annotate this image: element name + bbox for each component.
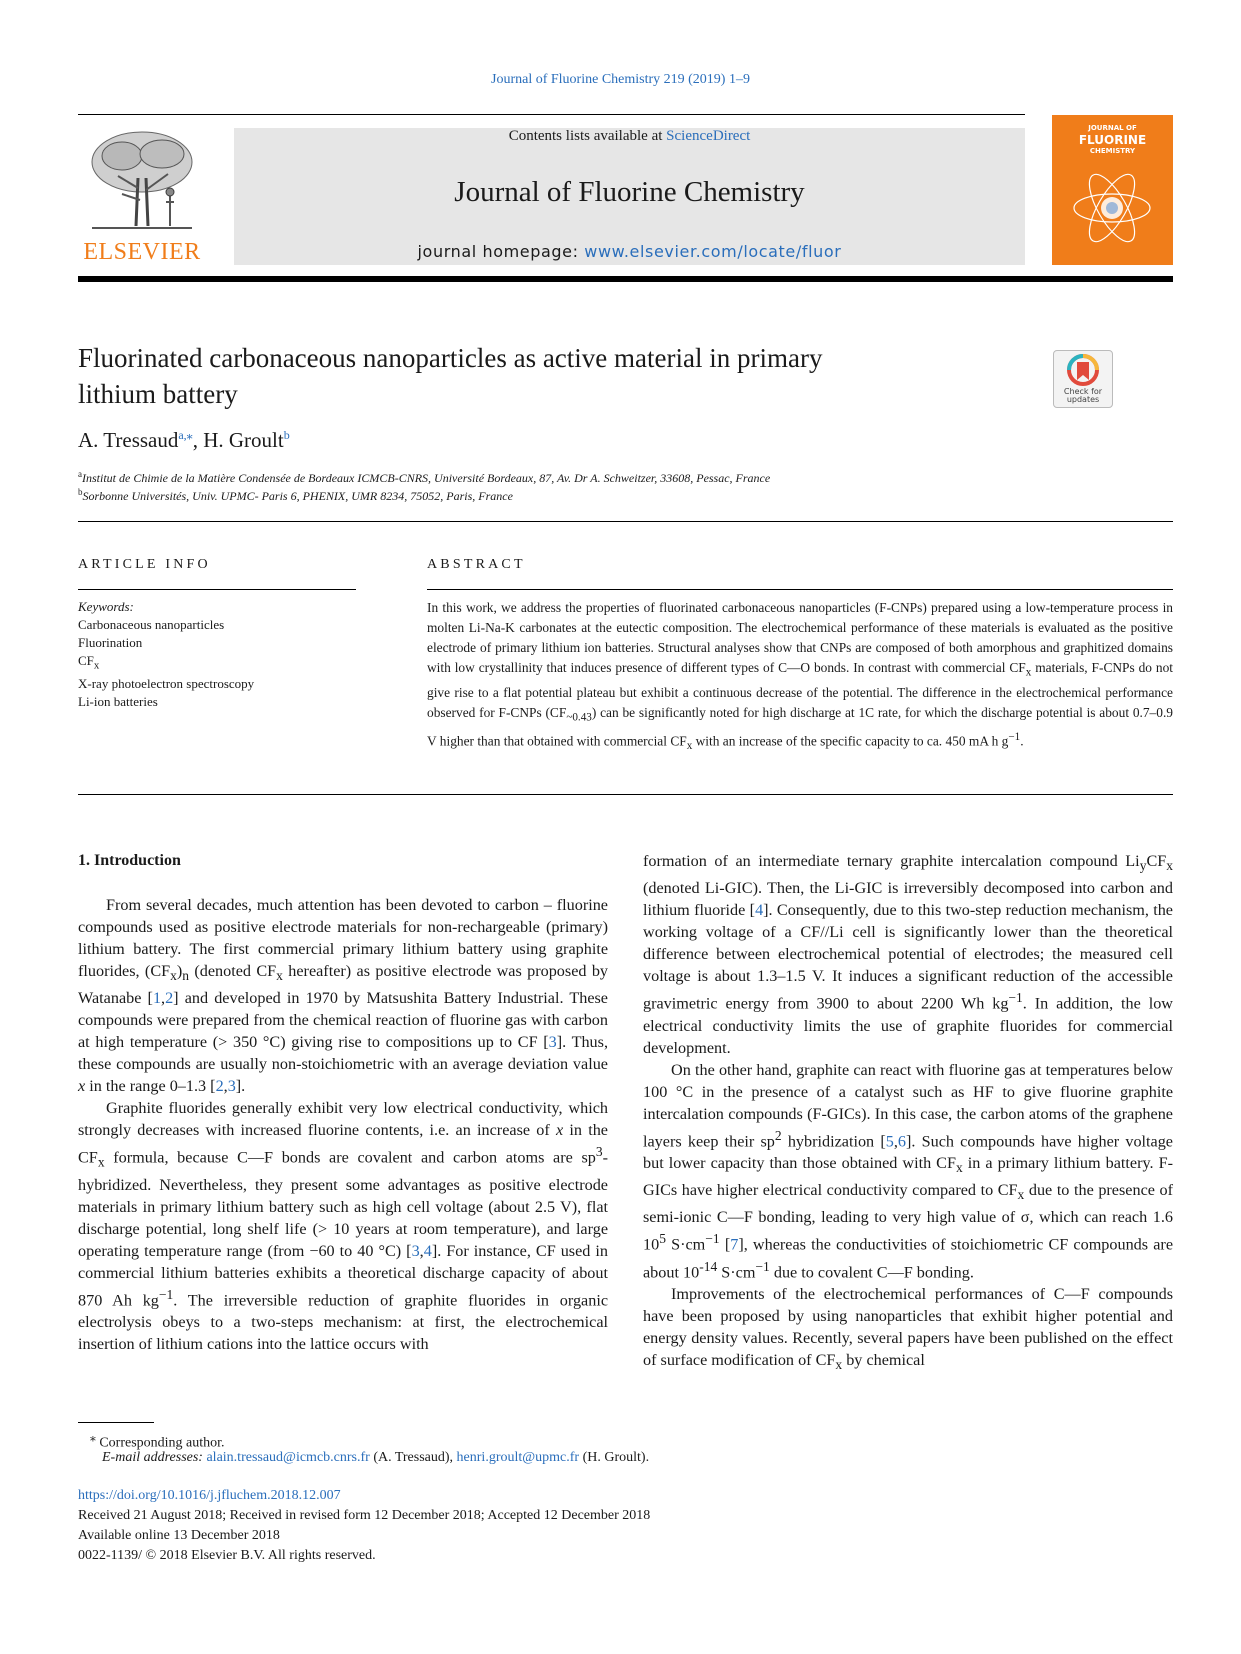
contents-line: Contents lists available at ScienceDirect — [508, 128, 751, 144]
keyword: Li-ion batteries — [78, 693, 158, 709]
journal-name: Journal of Fluorine Chemistry — [454, 176, 805, 208]
check-for-updates-button[interactable] — [1053, 350, 1113, 408]
journal-cover[interactable] — [1052, 115, 1173, 265]
reference-link[interactable]: 3 — [548, 1033, 557, 1052]
keyword: X-ray photoelectron spectroscopy — [78, 675, 255, 691]
section-heading: 1. Introduction — [78, 852, 181, 869]
online-date: Available online 13 December 2018 — [78, 1528, 280, 1543]
masthead-rule — [78, 276, 1173, 282]
elsevier-tree-icon — [78, 128, 206, 236]
author-affiliation-mark[interactable]: a,⁎ — [178, 428, 193, 442]
abstract-rule — [427, 589, 1173, 590]
reference-link[interactable]: 4 — [755, 901, 764, 920]
copyright: 0022-1139/ © 2018 Elsevier B.V. All rights reserved. — [78, 1548, 376, 1563]
article-info-heading: ARTICLE INFO — [78, 557, 211, 572]
reference-link[interactable]: 2 — [215, 1077, 224, 1096]
keywords-list — [78, 598, 358, 711]
elsevier-logo[interactable] — [78, 128, 206, 266]
footnote-rule — [78, 1422, 154, 1423]
paragraph: formation of an intermediate ternary graphite intercalation compound $Li_yCF_x$ (denoted Li-GIC). Then, the Li-GIC is irreversibly decomposed into carbon and lithium fluoride [4]. Consequently, due to this two-step reduction mechanism, the working voltage of a CF//Li cell is significantly lower than the theoretical difference between electrochemical potential of electrodes; the measured cell voltage is about 1.3–1.5 V. It induces a significant reduction of the accessible gravimetric energy from 3900 to about 2200 Wh $kg^{-1}$. In addition, the low electrical conductivity limits the use of graphite fluorides for commercial development. — [643, 852, 1173, 1057]
check-for-updates-label: Check for updates — [1063, 387, 1103, 404]
keyword: Fluorination — [78, 635, 143, 650]
cover-title: JOURNAL OF FLUORINE CHEMISTRY — [1078, 124, 1147, 155]
abstract-heading: ABSTRACT — [427, 557, 526, 572]
affiliation-b: $^b$Sorbonne Universités, Univ. UPMC- Paris 6, PHENIX, UMR 8234, 75052, Paris, France — [78, 487, 513, 503]
paragraph: Graphite fluorides generally exhibit very low electrical conductivity, which strongly decreases with increased fluorine contents, i.e. an increase of x in the $CF_x$ formula, because C—F bonds are covalent and carbon atoms are $sp^3$-hybridized. Nevertheless, they present some advantages as positive electrode materials in primary lithium battery such as high cell voltage (about 2.5 V), flat discharge potential, long shelf life (> 10 years at room temperature), and large operating temperature range (from −60 to 40 °C) [3,4]. For instance, CF used in commercial lithium batteries exhibits a theoretical discharge capacity of about 870 Ah $kg^{-1}$. The irreversible reduction of graphite fluorides in organic electrolysis obeys to a two-steps mechanism: at first, the electrochemical insertion of lithium cations into the lattice occurs with — [78, 1099, 609, 1354]
homepage-line: journal homepage: www.elsevier.com/locate/fluor — [417, 242, 842, 261]
reference-link[interactable]: 5 — [885, 1132, 894, 1151]
reference-link[interactable]: 6 — [897, 1132, 906, 1151]
check-for-updates-icon — [1065, 354, 1101, 388]
reference-link[interactable]: 7 — [730, 1235, 739, 1254]
corresponding-author-note: ⁎ Corresponding author. — [90, 1431, 225, 1451]
reference-link[interactable]: 1 — [152, 989, 162, 1008]
author-name: H. Groult — [203, 428, 284, 452]
paragraph: On the other hand, graphite can react with fluorine gas at temperatures below 100 °C in the presence of a catalyst such as HF to give fluorine graphite intercalation compounds (F-GICs). In this case, the carbon atoms of the graphene layers keep their $sp^2$ hybridization [5,6]. Such compounds have higher voltage but lower capacity than those obtained with $CF_x$ in a primary lithium battery. F-GICs have higher electrical conductivity compared to $CF_x$ due to the presence of semi-ionic C—F bonding, leading to very high value of σ, which can reach 1.6 $10^5$ $S\cdot cm^{-1}$ [7], whereas the conductivities of stoichiometric CF compounds are about $10^{-14}$ $S\cdot cm^{-1}$ due to covalent C—F bonding. — [643, 1060, 1174, 1282]
affiliation-a: $^a$Institut de Chimie de la Matière Condensée de Bordeaux ICMCB-CNRS, Université Bordeaux, 87, Av. Dr A. Schweitzer, 33608, Pessac, France — [78, 469, 771, 485]
keyword: Carbonaceous nanoparticles — [78, 617, 225, 632]
running-head[interactable]: Journal of Fluorine Chemistry 219 (2019) 1–9 — [491, 72, 750, 87]
email-link[interactable]: henri.groult@upmc.fr — [456, 1450, 580, 1465]
abstract-text: In this work, we address the properties of fluorinated carbonaceous nanoparticles (F-CNPs) prepared using a low-temperature process in molten Li-Na-K carbonates at the eutectic composition. The electrochemical performance of these materials is evaluated as the positive electrode of primary lithium ion batteries. Structural analyses show that CNPs are composed of both amorphous and graphitized domains with low crystallinity that induces presence of different types of C—O bonds. In contrast with commercial $CF_x$ materials, F-CNPs do not give rise to a flat potential plateau but exhibit a continuous decrease of the potential. The difference in the electrochemical performance observed for F-CNPs $(CF_{\sim 0.43})$ can be significantly noted for high discharge at 1C rate, for which the discharge potential is about 0.7–0.9 V higher than that obtained with commercial $CF_x$ with an increase of the specific capacity to ca. 450 mA h $g^{-1}$. — [427, 600, 1173, 753]
abstract-end-rule — [78, 794, 1173, 795]
affiliation-rule — [78, 521, 1173, 522]
keywords-label: Keywords: — [78, 599, 134, 614]
body-column-left — [78, 850, 608, 1355]
reference-link[interactable]: 3 — [227, 1077, 236, 1096]
author-name: A. Tressaud — [78, 428, 179, 452]
journal-masthead — [234, 128, 1025, 265]
keyword: $CF_x$ — [78, 653, 100, 672]
reference-link[interactable]: 2 — [165, 989, 174, 1008]
journal-homepage-link[interactable]: www.elsevier.com/locate/fluor — [584, 242, 842, 261]
article-title: Fluorinated carbonaceous nanoparticles as active material in primary lithium battery — [78, 343, 823, 409]
header-rule — [78, 114, 1025, 115]
sciencedirect-link[interactable]: ScienceDirect — [666, 128, 751, 144]
atom-icon — [1067, 163, 1157, 253]
author-affiliation-mark[interactable]: b — [283, 428, 290, 442]
email-link[interactable]: alain.tressaud@icmcb.cnrs.fr — [206, 1450, 370, 1465]
publisher-name: ELSEVIER — [83, 239, 201, 265]
paragraph: Improvements of the electrochemical performances of C—F compounds have been proposed by using nanoparticles that exhibit higher potential and energy density values. Recently, several papers have been published on the effect of surface modification of $CF_x$ by chemical — [643, 1285, 1173, 1373]
received-dates: Received 21 August 2018; Received in revised form 12 December 2018; Accepted 12 December 2018 — [78, 1508, 651, 1523]
doi-link[interactable]: https://doi.org/10.1016/j.jfluchem.2018.12.007 — [78, 1488, 341, 1503]
email-addresses: E-mail addresses: alain.tressaud@icmcb.cnrs.fr (A. Tressaud), henri.groult@upmc.fr (H. Groult). — [102, 1450, 650, 1465]
author-list: A. Tressaud$^{a,⁎}$, H. Groult$^b$ — [78, 428, 290, 452]
reference-link[interactable]: 4 — [423, 1241, 432, 1260]
reference-link[interactable]: 3 — [411, 1241, 420, 1260]
paragraph: From several decades, much attention has been devoted to carbon – fluorine compounds used as positive electrode materials for non-rechargeable (primary) lithium battery. The first commercial primary lithium battery using graphite fluorides, $(CF_x)_n$ (denoted $CF_x$ hereafter) as positive electrode was proposed by Watanabe [1,2] and developed in 1970 by Matsushita Battery Industrial. These compounds were prepared from the chemical reaction of fluorine gas with carbon at high temperature (> 350 °C) giving rise to compositions up to CF [3]. Thus, these compounds are usually non-stoichiometric with an average deviation value x in the range 0–1.3 [2,3]. — [78, 896, 609, 1096]
body-column-right — [643, 850, 1173, 1377]
article-info-rule — [78, 589, 356, 590]
